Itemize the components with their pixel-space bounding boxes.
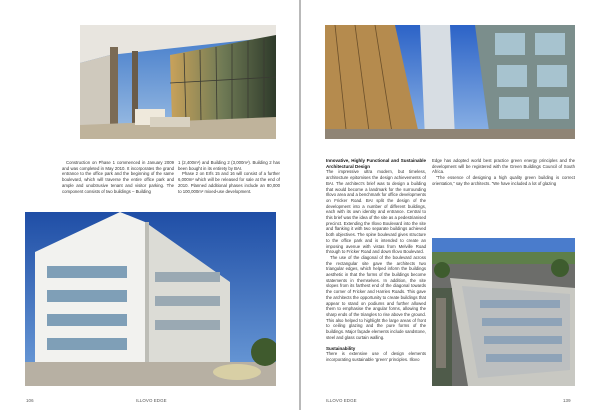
left-folio-number: 106 (26, 398, 34, 403)
right-page (301, 0, 600, 410)
right-col1-tail-paragraph: There is extensive use of design elements incorporating sustainable ‘green’ principles. Illovo (326, 351, 426, 362)
photo-aerial-rooftop-view (432, 238, 575, 386)
right-col2-paragraph: “The essence of designing a high quality green building is correct orientation,” say the architects. “We have included a lot of glazing (432, 175, 575, 186)
right-col2-paragraph: Edge has adopted world best practice green energy principles and the development will be registered with the Green Buildings Council of South Africa. (432, 158, 575, 175)
left-col1-paragraph: Construction on Phase 1 commenced in January 2009 and was completed in May 2010. It incorporates the grand entrance to the office park and the beginning of the same boulevard, which will traverse the entire office park and ample and unobtrusive tenant and visitor parking. The component consists of two buildings – Building (62, 160, 174, 194)
left-folio-title: ILLOVO EDGE (136, 398, 167, 403)
photo-entrance-glass-facade (80, 25, 276, 139)
right-text-column-1 (326, 158, 426, 363)
right-col1-paragraph: The use of the diagonal of the boulevard across the rectangular site gave the architects two triangular edges, which helped inform the buildings aesthetic in that the forms of the buildings become statements in themselves. In addition, the site slopes from its farthest end of the diagonal towards the corner of Fricker and Harries Roads. This gave the architects the opportunity to create buildings that appear to stand on podiums and further allowed them to emphasise the angular forms, allowing the sharp ends of the triangles to rise above the ground. This also helped to highlight the large areas of front to ceiling glazing and the pure forms of the buildings. Major façade elements include sandstone, steel and glass curtain walling. (326, 254, 426, 340)
heading-innovative-design: Innovative, Highly Functional and Sustainable Architectural Design (326, 158, 426, 169)
photo-building-facade-upward (325, 25, 575, 139)
right-folio-number: 139 (563, 398, 571, 403)
left-col2-paragraph: 1 (2,400m²) and Building 2 (3,000m²). Building 2 has been bought in its entirety by BAI. (178, 160, 280, 171)
right-text-column-2 (432, 158, 575, 187)
left-page (0, 0, 299, 410)
right-folio-title: ILLOVO EDGE (326, 398, 357, 403)
heading-sustainability: Sustainability (326, 345, 356, 351)
photo-white-office-building (25, 212, 276, 386)
left-col2-paragraph: Phase 2 on Erfs 15 and 16 will consist of a further 6,000m² which will be released for sale at the end of 2010. Planned additional phases include an 80,000 to 100,000m² mixed-use development. (178, 171, 280, 194)
right-col1-paragraph: The impressive ultra modern, but timeless, architecture epitomises the design achievements of BAI. The architect’s brief was to design a building that would become a landmark for the surrounding Illovo area and a benchmark for office developments on Fricker Road. BAI split the design of the development into a number of different buildings, each with its own identity and entrance. Central to this brief was the idea of the site as a pedestrianised precinct. Extending the Illovo Boulevard into the site and flanking it with two separate buildings achieved both objectives. The spine boulevard gives structure to the office park and is intended to create an imposing avenue with vistas from Melville Road through to Fricker Road and down Illovo Boulevard. (326, 169, 426, 255)
left-text-column-2 (178, 160, 280, 194)
left-text-column-1 (62, 160, 174, 194)
